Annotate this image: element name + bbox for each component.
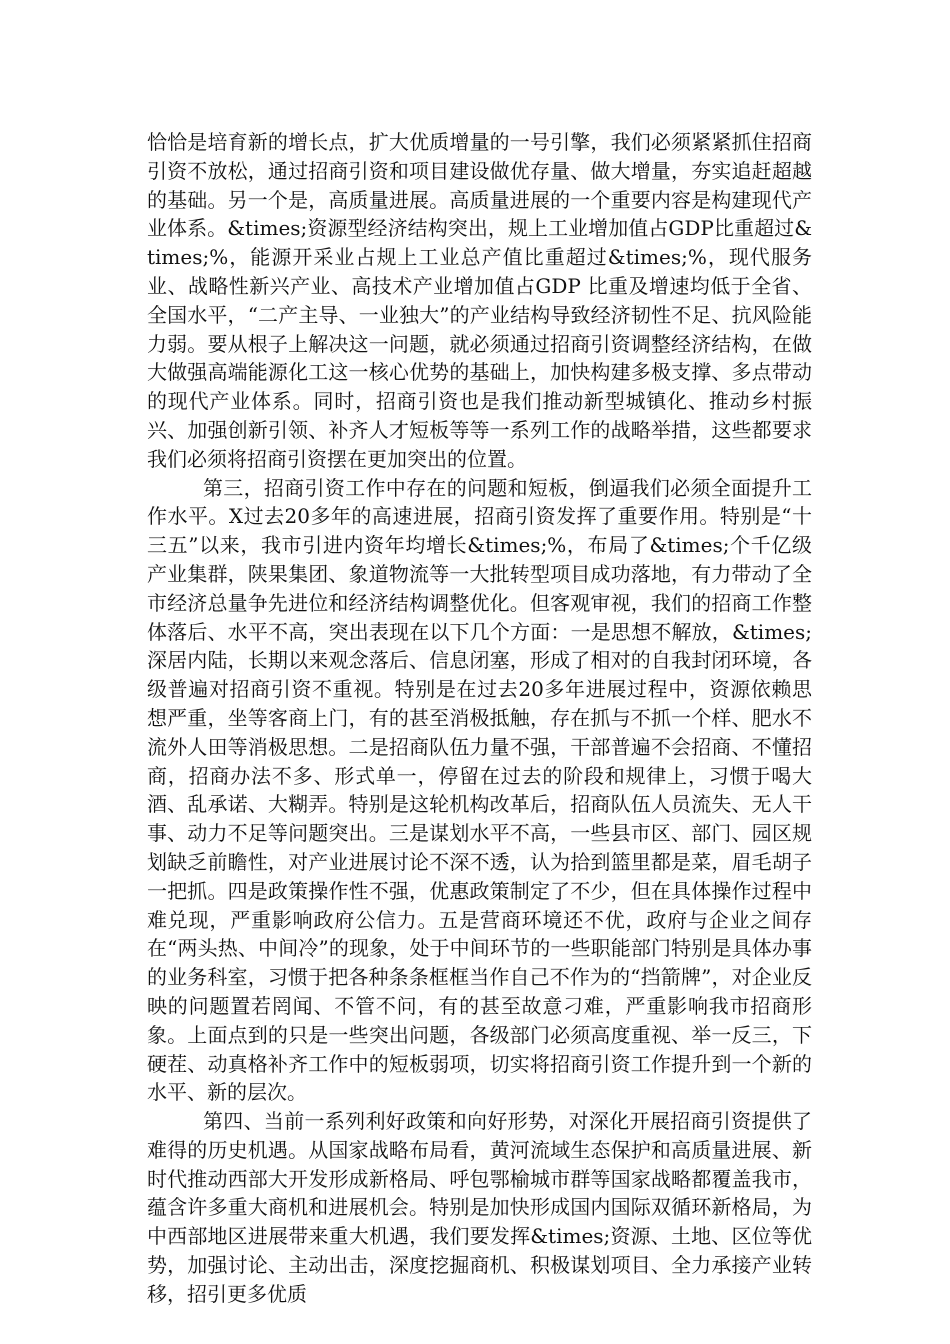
paragraph-2: 第三，招商引资工作中存在的问题和短板，倒逼我们必须全面提升工作水平。X过去20多年的高速进展，招商引资发挥了重要作用。特别是“十三五”以来，我市引进内资年均增长&times;%，布局了&times;个千亿级产业集群，陕果集团、象道物流等一大批转型项目成功落地，有力带动了全市经济总量争先进位和经济结构调整优化。但客观审视，我们的招商工作整体落后、水平不高，突出表现在以下几个方面：一是思想不解放，&times;深居内陆，长期以来观念落后、信息闭塞，形成了相对的自我封闭环境，各级普遍对招商引资不重视。特别是在过去20多年进展过程中，资源依赖思想严重，坐等客商上门，有的甚至消极抵触，存在抓与不抓一个样、肥水不流外人田等消极思想。二是招商队伍力量不强，干部普遍不会招商、不懂招商，招商办法不多、形式单一，停留在过去的阶段和规律上，习惯于喝大酒、乱承诺、大糊弄。特别是这轮机构改革后，招商队伍人员流失、无人干事、动力不足等问题突出。三是谋划水平不高，一些县市区、部门、园区规划缺乏前瞻性，对产业进展讨论不深不透，认为拾到篮里都是菜，眉毛胡子一把抓。四是政策操作性不强，优惠政策制定了不少，但在具体操作过程中难兑现，严重影响政府公信力。五是营商环境还不优，政府与企业之间存在“两头热、中间冷”的现象，处于中间环节的一些职能部门特别是具体办事的业务科室，习惯于把各种条条框框当作自己不作为的“挡箭牌”，对企业反映的问题置若罔闻、不管不问，有的甚至故意刁难，严重影响我市招商形象。上面点到的只是一些突出问题，各级部门必须高度重视、举一反三，下硬茬、动真格补齐工作中的短板弱项，切实将招商引资工作提升到一个新的水平、新的层次。: [147, 475, 812, 1105]
document-body: [147, 128, 812, 1309]
paragraph-1: 恰恰是培育新的增长点，扩大优质增量的一号引擎，我们必须紧紧抓住招商引资不放松，通过招商引资和项目建设做优存量、做大增量，夯实追赶超越的基础。另一个是，高质量进展。高质量进展的一个重要内容是构建现代产业体系。&times;资源型经济结构突出，规上工业增加值占GDP比重超过&times;%，能源开采业占规上工业总产值比重超过&times;%，现代服务业、战略性新兴产业、高技术产业增加值占GDP 比重及增速均低于全省、全国水平，“二产主导、一业独大”的产业结构导致经济韧性不足、抗风险能力弱。要从根子上解决这一问题，就必须通过招商引资调整经济结构，在做大做强高端能源化工这一核心优势的基础上，加快构建多极支撑、多点带动的现代产业体系。同时，招商引资也是我们推动新型城镇化、推动乡村振兴、加强创新引领、补齐人才短板等等一系列工作的战略举措，这些都要求我们必须将招商引资摆在更加突出的位置。: [147, 130, 812, 471]
paragraph-3: 第四、当前一系列利好政策和向好形势，对深化开展招商引资提供了难得的历史机遇。从国家战略布局看，黄河流域生态保护和高质量进展、新时代推动西部大开发形成新格局、呼包鄂榆城市群等国家战略都覆盖我市，蕴含许多重大商机和进展机会。特别是加快形成国内国际双循环新格局，为中西部地区进展带来重大机遇，我们要发挥&times;资源、土地、区位等优势，加强讨论、主动出击，深度挖掘商机、积极谋划项目、全力承接产业转移，招引更多优质: [147, 1109, 812, 1306]
